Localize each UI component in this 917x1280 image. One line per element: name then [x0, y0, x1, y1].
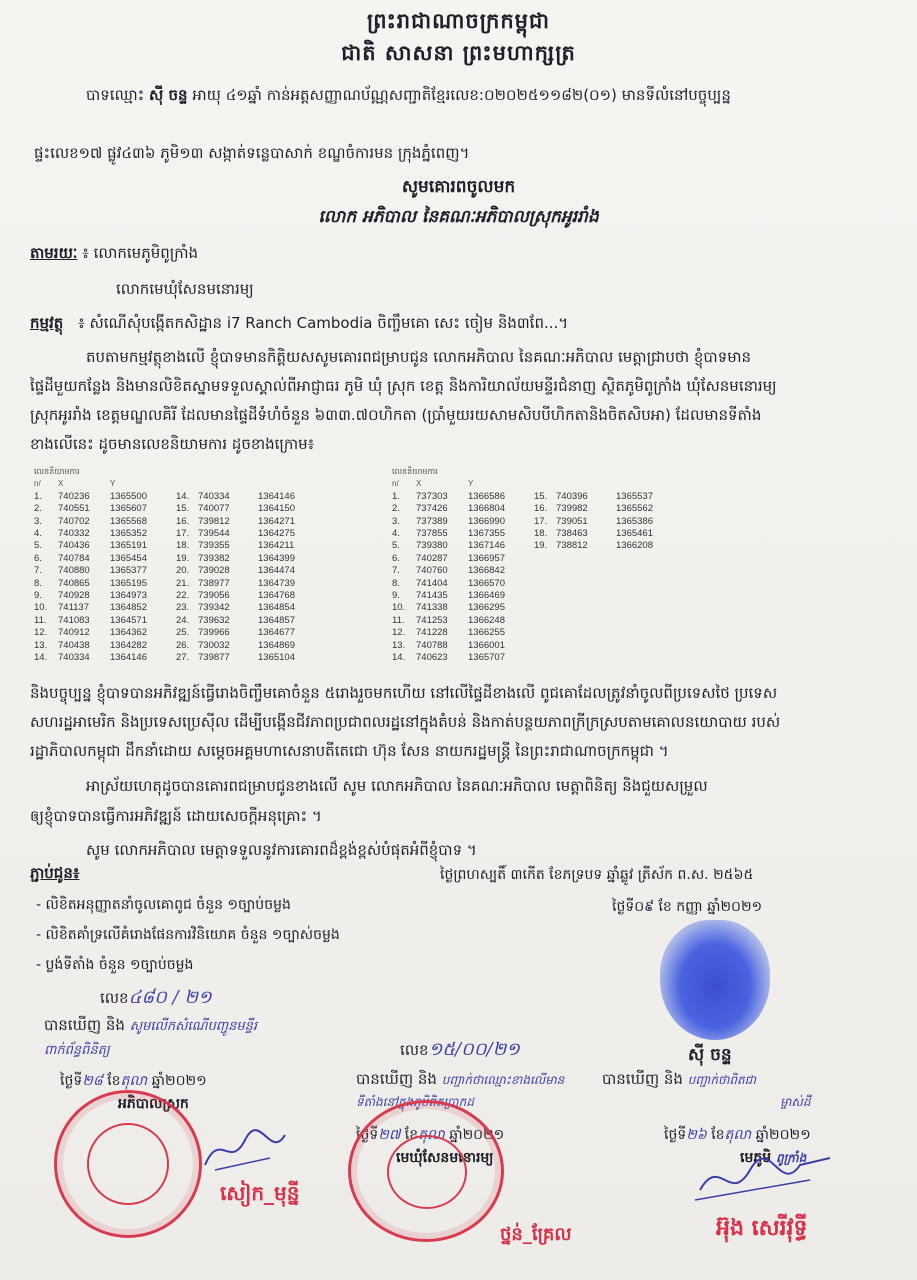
recipient-title: លោក អភិបាល នៃគណៈអភិបាលស្រុកអូររាំង	[318, 207, 599, 227]
coord-cell: 739028	[198, 565, 230, 577]
coord-cell: 740332	[58, 528, 90, 540]
coord-cell	[534, 652, 556, 664]
coord-cell: 1364571	[110, 614, 147, 626]
coords-row	[392, 578, 676, 590]
intro-line-1	[86, 82, 897, 109]
village-signature	[690, 1150, 840, 1214]
coord-cell: 3.	[34, 515, 42, 527]
commune-seen	[356, 1066, 564, 1094]
col-n: n/	[34, 479, 41, 489]
coord-cell: 740334	[58, 652, 90, 664]
coord-cell: 1364282	[110, 639, 147, 651]
coord-cell: 739966	[198, 627, 230, 639]
coord-cell: 25.	[176, 627, 190, 639]
coord-cell: 1365607	[110, 503, 147, 515]
coord-cell: 740077	[198, 503, 230, 515]
coord-cell: 739544	[198, 528, 230, 540]
body2-line-1: និងបច្ចុប្បន្ន ខ្ញុំបាទបានអភិវឌ្ឍន៍ធ្វើរោងចិញ្ចឹមគោចំនួន ៥រោងរួចមកហើយ នៅលើផ្ទៃដីខាងលើ ពូជគោដែលត្រូវនាំចូលពីប្រទេសថៃ ប្រទេស	[30, 684, 778, 702]
body2-line-4: អាស្រ័យហេតុដូចបានគោរពជម្រាបជូនខាងលើ សូម លោកអភិបាល នៃគណៈអភិបាល មេត្តាពិនិត្យ និងជួយសម្រួល	[86, 777, 708, 795]
coord-cell: 11.	[34, 614, 47, 626]
coords-row	[34, 578, 318, 590]
district-stamp	[54, 1090, 202, 1238]
village-date-prefix: ថ្ងៃទី	[664, 1127, 687, 1143]
intro-line-2: ផ្ទះលេខ១៧ ផ្លូវ៤៣៦ ភូមិ១៣ សង្កាត់ទន្លេបាសាក់ ខណ្ឌចំការមន ក្រុងភ្នំពេញ។	[34, 144, 470, 162]
intro-details: អាយុ ៤១ឆ្នាំ កាន់អត្តសញ្ញាណប័ណ្ណសញ្ជាតិខ្មែរលេខ:០២០២៥១១៨២(០១) មានទីលំនៅបច្ចុប្បន្ន	[192, 86, 731, 104]
coord-cell: 23.	[176, 602, 190, 614]
commune-date-day: ២៧	[378, 1127, 401, 1143]
coord-cell: 5.	[34, 540, 42, 552]
coord-cell: 19.	[534, 540, 548, 552]
coord-cell: 740287	[416, 552, 448, 564]
motto-heading: ជាតិ សាសនា ព្រះមហាក្សត្រ	[341, 41, 576, 65]
coord-cell: 1367355	[468, 528, 505, 540]
coord-cell	[556, 590, 616, 602]
coord-cell: 739355	[198, 540, 230, 552]
coord-cell	[556, 652, 616, 664]
body2-line-2: សហរដ្ឋអាមេរិក និងប្រទេសប្រេស៊ីល ដើម្បីបង្កើនជីវភាពប្រជាពលរដ្ឋនៅក្នុងតំបន់ និងកាត់បន្ថយភាពក្រីក្រស្របតាមគោលនយោបាយ របស់	[30, 713, 781, 731]
district-date-month: តុលា	[120, 1073, 148, 1089]
coord-cell: 21.	[176, 577, 190, 589]
kingdom-heading: ព្រះរាជាណាចក្រកម្ពុជា	[366, 9, 550, 33]
coords-row	[34, 615, 318, 627]
commune-date-year: ឆ្នាំ២០២១	[449, 1127, 505, 1143]
commune-role: មេឃុំសែនមនោរម្យ	[396, 1150, 494, 1166]
subject-text: សំណើសុំបង្កើតកសិដ្ឋាន i7 Ranch Cambodia ចិញ្ចឹមគោ សេះ ចៀម និង៣ពែ...។	[89, 314, 569, 332]
coord-cell: 1365386	[616, 515, 653, 527]
coord-cell: 1364271	[258, 515, 295, 527]
commune-stamp	[348, 1100, 504, 1242]
coord-cell: 1.	[392, 490, 400, 502]
coord-cell: 1366248	[468, 614, 505, 626]
coords-left-rows	[34, 491, 318, 665]
coords-row	[392, 565, 676, 577]
village-date-day: ២៦	[686, 1127, 707, 1143]
col-n: n/	[392, 479, 399, 489]
coord-cell	[616, 652, 676, 664]
coord-cell: 741137	[58, 602, 89, 614]
commune-official-name: ថ្នន់_គ្រែល	[500, 1224, 572, 1245]
coords-row	[34, 590, 318, 602]
coord-cell: 739056	[198, 590, 230, 602]
body2-line-6: សូម លោកអភិបាល មេត្តាទទួលនូវការគោរពដ៏ខ្ពង់ខ្ពស់បំផុតអំពីខ្ញុំបាទ ។	[86, 841, 477, 859]
coords-row	[392, 602, 676, 614]
district-note-1: សូមលើកសំណើបញ្ជូនមន្ទីរ	[129, 1019, 258, 1034]
coord-cell: 17.	[534, 515, 548, 527]
coord-cell	[534, 565, 556, 577]
coord-cell: 737303	[416, 490, 448, 502]
coord-cell: 1.	[34, 490, 42, 502]
coord-cell: 741338	[416, 602, 448, 614]
date-lunar: ថ្ងៃព្រហស្បតិ៍ ៣កើត ខែភទ្របទ ឆ្នាំឆ្លូវ ត្រីស័ក ព.ស. ២៥៦៥	[440, 867, 754, 883]
coord-cell	[616, 627, 676, 639]
coord-cell: 18.	[176, 540, 190, 552]
coord-cell: 1365707	[468, 652, 505, 664]
coord-cell	[534, 590, 556, 602]
coord-cell: 737855	[416, 528, 448, 540]
district-note-2: ពាក់ព័ន្ធពិនិត្យ	[44, 1043, 110, 1058]
commune-seen-label: បានឃើញ និង	[356, 1070, 437, 1088]
coords-row	[34, 528, 318, 540]
via-line-1	[30, 240, 198, 267]
subject-line	[30, 310, 897, 337]
district-number-label: លេខ	[100, 989, 129, 1007]
coord-cell	[534, 640, 556, 652]
coord-cell: 1366804	[468, 503, 505, 515]
coords-left-header	[34, 478, 318, 490]
coord-cell	[534, 553, 556, 565]
respect-line: សូមគោរពចូលមក	[401, 177, 516, 197]
via-village-chief: លោកមេភូមិពូក្រាំង	[93, 244, 199, 262]
coords-row	[392, 590, 676, 602]
coord-cell: 27.	[176, 652, 190, 664]
coord-cell: 8.	[392, 577, 400, 589]
coord-cell: 740788	[416, 639, 448, 651]
coord-cell: 1364677	[258, 627, 295, 639]
district-date-mid: ខែ	[107, 1073, 121, 1089]
coord-cell: 3.	[392, 515, 400, 527]
coord-cell: 16.	[176, 515, 190, 527]
coord-cell: 741435	[416, 590, 448, 602]
commune-date-mid: ខែ	[404, 1127, 419, 1143]
village-note-2: ម្ចាស់ដី	[780, 1095, 811, 1109]
commune-note-2: ទីតាំងនៅក្នុងភូមិពិតប្រាកដ	[356, 1095, 474, 1109]
district-date-year: ឆ្នាំ២០២១	[151, 1073, 207, 1089]
coord-cell: 10.	[34, 602, 48, 614]
coord-cell: 740396	[556, 490, 588, 502]
coord-cell: 1364146	[258, 490, 295, 502]
commune-note-1: បញ្ជាក់ថាឈ្មោះខាងលើមាន	[441, 1073, 565, 1087]
coord-cell: 17.	[176, 528, 190, 540]
coords-row	[392, 627, 676, 639]
coord-cell: 737389	[416, 515, 448, 527]
coord-cell: 741228	[416, 627, 448, 639]
coord-cell: 741083	[58, 614, 90, 626]
coord-cell	[616, 640, 676, 652]
coord-cell: 20.	[176, 565, 190, 577]
district-number	[100, 984, 212, 1012]
via-label: តាមរយៈ	[30, 244, 78, 262]
coord-cell	[556, 565, 616, 577]
coord-cell: 1366586	[468, 490, 505, 502]
attachment-item-1: - លិខិតអនុញ្ញាតនាំចូលគោពូជ ចំនួន ១ច្បាប់ចម្លង	[36, 897, 291, 913]
coord-cell	[534, 627, 556, 639]
body1-line-2: ផ្ទៃដីមួយកន្លែង និងមានលិខិតស្នាមទទួលស្គាល់ពីអាជ្ញាធរ ភូមិ ឃុំ ស្រុក ខេត្ត និងការិយាល័យមន្ទីរជំនាញ ស្ថិតភូមិពូក្រាំង ឃុំសែនមនោរម្យ	[30, 377, 777, 395]
coord-cell: 10.	[392, 602, 406, 614]
coord-cell	[556, 602, 616, 614]
coord-cell	[534, 602, 556, 614]
coord-cell	[616, 615, 676, 627]
coord-cell: 13.	[392, 639, 406, 651]
commune-number	[400, 1036, 520, 1064]
coord-cell: 739812	[198, 515, 230, 527]
coord-cell: 739051	[556, 515, 588, 527]
coord-cell: 740760	[416, 565, 448, 577]
coord-cell	[556, 615, 616, 627]
coords-right-title: លេខនិយាមការ	[392, 467, 438, 476]
coord-cell: 740928	[58, 590, 90, 602]
coord-cell: 739632	[198, 614, 230, 626]
coords-row	[34, 602, 318, 614]
coords-row	[392, 652, 676, 664]
coord-cell	[556, 640, 616, 652]
coord-cell: 12.	[34, 627, 48, 639]
coords-row	[34, 565, 318, 577]
coord-cell: 15.	[176, 503, 190, 515]
coord-cell: 26.	[176, 639, 190, 651]
coord-cell: 12.	[392, 627, 406, 639]
coord-cell: 1364150	[258, 503, 295, 515]
subject-separator: ៖	[78, 314, 85, 332]
village-seen	[602, 1066, 756, 1094]
coords-left-title: លេខនិយាមការ	[34, 467, 80, 476]
coords-row	[34, 652, 318, 664]
coord-cell: 740436	[58, 540, 90, 552]
coord-cell: 1365500	[110, 490, 147, 502]
coord-cell: 1366957	[468, 552, 505, 564]
coord-cell: 7.	[392, 565, 400, 577]
district-seen	[44, 1012, 257, 1040]
body1-line-3: ស្រុកអូររាំង ខេត្តមណ្ឌលគិរី ដែលមានផ្ទៃដីទំហំចំនួន ៦៣៣.៧០ហិកតា (ប្រាំមួយរយសាមសិបបីហិកតានិងចិតសិបអា) ដែលមានទីតាំង	[30, 406, 762, 424]
coords-table-left	[34, 466, 318, 665]
coord-cell	[616, 578, 676, 590]
col-x: X	[416, 479, 422, 489]
col-y: Y	[110, 479, 116, 489]
coords-row	[34, 516, 318, 528]
coord-cell: 1366255	[468, 627, 505, 639]
coord-cell: 1365191	[110, 540, 147, 552]
district-date-prefix: ថ្ងៃទី	[60, 1073, 83, 1089]
coord-cell: 740438	[58, 639, 90, 651]
coord-cell: 1366208	[616, 540, 653, 552]
coords-row	[392, 540, 676, 552]
coord-cell: 740784	[58, 552, 90, 564]
coord-cell	[616, 590, 676, 602]
body1-line-4: ខាងលើនេះ ដូចមានលេខនិយាមការ ដូចខាងក្រោម៖	[30, 435, 315, 453]
intro-prefix: បាទឈ្មោះ	[86, 86, 145, 104]
coord-cell	[556, 553, 616, 565]
coord-cell: 740334	[198, 490, 230, 502]
village-date-mid: ខែ	[711, 1127, 725, 1143]
coord-cell: 1365568	[110, 515, 147, 527]
coord-cell	[556, 578, 616, 590]
coords-row	[392, 516, 676, 528]
coord-cell: 1364857	[258, 614, 295, 626]
coord-cell: 16.	[534, 503, 548, 515]
body2-line-5: ឲ្យខ្ញុំបាទបានធ្វើការអភិវឌ្ឍន៍ ដោយសេចក្តីអនុគ្រោះ ។	[30, 807, 322, 825]
coord-cell: 18.	[534, 528, 548, 540]
coord-cell: 1364768	[258, 590, 295, 602]
coord-cell	[616, 565, 676, 577]
coord-cell: 1365562	[616, 503, 653, 515]
coord-cell: 1366990	[468, 515, 505, 527]
coord-cell: 741404	[416, 577, 448, 589]
coord-cell: 4.	[392, 528, 400, 540]
coord-cell: 739342	[198, 602, 230, 614]
coord-cell: 740880	[58, 565, 90, 577]
coords-row	[34, 553, 318, 565]
village-date-year: ឆ្នាំ២០២១	[755, 1127, 811, 1143]
district-seen-label: បានឃើញ និង	[44, 1016, 125, 1034]
coord-cell: 740865	[58, 577, 90, 589]
coords-row	[34, 491, 318, 503]
coords-row	[34, 540, 318, 552]
district-official-name: សៀក_មុន្នី	[220, 1181, 300, 1205]
coord-cell: 737426	[416, 503, 448, 515]
village-role-handwritten: ពូក្រាំង	[775, 1151, 807, 1165]
coord-cell: 9.	[34, 590, 42, 602]
coords-row	[392, 491, 676, 503]
coord-cell: 1366842	[468, 565, 505, 577]
coord-cell: 6.	[34, 552, 42, 564]
attachments-label: ភ្ជាប់ជូន៖	[30, 864, 80, 882]
attachment-item-2: - លិខិតគាំទ្រលើគំរោងផែនការវិនិយោគ ចំនួន ១ច្បាស់ចម្លង	[36, 927, 340, 943]
applicant-name: ស៊ី ចន្ទ	[149, 86, 188, 104]
coord-cell	[534, 615, 556, 627]
coords-row	[392, 503, 676, 515]
coord-cell: 1365461	[616, 528, 653, 540]
coord-cell: 8.	[34, 577, 42, 589]
coord-cell: 1365195	[110, 577, 147, 589]
coord-cell: 4.	[34, 528, 42, 540]
coords-right-rows	[392, 491, 676, 665]
coord-cell: 738812	[556, 540, 588, 552]
date-solar: ថ្ងៃទី០៩ ខែ កញ្ញា ឆ្នាំ២០២១	[612, 899, 763, 915]
commune-number-handwritten: ១៥/០០/២១	[428, 1039, 520, 1060]
coord-cell: 1364739	[258, 577, 295, 589]
village-seen-label: បានឃើញ និង	[602, 1070, 683, 1088]
attachment-item-3: - ប្លង់ទីតាំង ចំនួន ១ច្បាប់ចម្លង	[36, 957, 194, 973]
coord-cell: 1364852	[110, 602, 147, 614]
coord-cell: 1365104	[258, 652, 295, 664]
coord-cell	[616, 553, 676, 565]
coord-cell: 1366295	[468, 602, 505, 614]
coord-cell: 1365454	[110, 552, 147, 564]
coord-cell: 1364399	[258, 552, 295, 564]
body2-line-3: រដ្ឋាភិបាលកម្ពុជា ដឹកនាំដោយ សម្តេចអគ្គមហាសេនាបតីតេជោ ហ៊ុន សែន នាយករដ្ឋមន្ត្រី នៃព្រះរាជាណាចក្រកម្ពុជា ។	[30, 742, 669, 760]
coord-cell: 2.	[34, 503, 42, 515]
commune-date-month: តុលា	[418, 1127, 445, 1143]
coord-cell: 740623	[416, 652, 448, 664]
applicant-signature-name: ស៊ី ចន្ទ	[688, 1045, 732, 1065]
coord-cell: 14.	[392, 652, 406, 664]
coord-cell: 738977	[198, 577, 230, 589]
col-x: X	[58, 479, 64, 489]
village-date-month: តុលា	[724, 1127, 752, 1143]
coord-cell: 1364211	[258, 540, 295, 552]
coords-row	[34, 503, 318, 515]
coord-cell: 1366469	[468, 590, 505, 602]
coord-cell: 5.	[392, 540, 400, 552]
coords-row	[34, 627, 318, 639]
coord-cell: 1364474	[258, 565, 295, 577]
coord-cell: 1364146	[110, 652, 147, 664]
coord-cell: 2.	[392, 503, 400, 515]
district-date-day: ២៨	[82, 1073, 103, 1089]
village-role-label: មេភូមិ	[740, 1150, 772, 1166]
coord-cell: 1364362	[110, 627, 147, 639]
coords-row	[392, 640, 676, 652]
coord-cell: 740551	[58, 503, 90, 515]
coord-cell: 24.	[176, 614, 190, 626]
coord-cell: 740912	[58, 627, 90, 639]
subject-label: កម្មវត្ថុ	[30, 314, 64, 332]
coord-cell: 6.	[392, 552, 400, 564]
coord-cell: 1364854	[258, 602, 295, 614]
coord-cell: 14.	[34, 652, 48, 664]
coords-right-header	[392, 478, 676, 490]
coord-cell: 738463	[556, 528, 588, 540]
commune-number-label: លេខ	[400, 1041, 429, 1059]
coord-cell: 739982	[556, 503, 588, 515]
coords-table-right	[392, 466, 676, 665]
coord-cell: 1364869	[258, 639, 295, 651]
village-date	[664, 1122, 811, 1149]
coord-cell: 739380	[416, 540, 448, 552]
coords-row	[392, 615, 676, 627]
coords-row	[392, 528, 676, 540]
coord-cell	[616, 602, 676, 614]
coord-cell: 9.	[392, 590, 400, 602]
coord-cell: 14.	[176, 490, 190, 502]
via-line-2: លោកមេឃុំសែនមនោរម្យ	[116, 280, 254, 298]
coord-cell: 1365377	[110, 565, 147, 577]
coord-cell: 739382	[198, 552, 230, 564]
coord-cell: 730032	[198, 639, 230, 651]
coord-cell: 1364973	[110, 590, 147, 602]
thumbprint	[660, 920, 770, 1040]
coord-cell: 740702	[58, 515, 90, 527]
village-note-1: បញ្ជាក់ថាពិតជា	[687, 1073, 757, 1087]
col-y: Y	[468, 479, 474, 489]
coord-cell: 22.	[176, 590, 190, 602]
coord-cell: 740236	[58, 490, 90, 502]
body1-line-1: តបតាមកម្មវត្ថុខាងលើ ខ្ញុំបាទមានកិត្តិយសសូមគោរពជម្រាបជូន លោកអភិបាល នៃគណៈអភិបាល មេត្តាជ្រាបថា ខ្ញុំបាទមាន	[86, 348, 752, 366]
coord-cell: 1365537	[616, 490, 653, 502]
coord-cell: 15.	[534, 490, 548, 502]
coord-cell	[556, 627, 616, 639]
coord-cell: 11.	[392, 614, 405, 626]
coord-cell: 1366570	[468, 577, 505, 589]
via-separator: ៖	[82, 244, 89, 262]
coord-cell: 19.	[176, 552, 190, 564]
coord-cell: 1364275	[258, 528, 295, 540]
coords-row	[392, 553, 676, 565]
village-official-name: អ៊ុង សេរីវុទ្ធី	[716, 1216, 808, 1241]
coord-cell: 1365352	[110, 528, 147, 540]
coord-cell: 13.	[34, 639, 48, 651]
coord-cell: 1367146	[468, 540, 505, 552]
coord-cell: 7.	[34, 565, 42, 577]
coord-cell	[534, 578, 556, 590]
coords-row	[34, 640, 318, 652]
coord-cell: 739877	[198, 652, 230, 664]
district-signature	[200, 1120, 290, 1184]
coord-cell: 741253	[416, 614, 448, 626]
coord-cell: 1366001	[468, 639, 505, 651]
district-role: អភិបាលស្រុក	[118, 1096, 189, 1112]
district-number-handwritten: ៤៨០ / ២១	[128, 987, 212, 1008]
commune-date-prefix: ថ្ងៃទី	[356, 1127, 379, 1143]
